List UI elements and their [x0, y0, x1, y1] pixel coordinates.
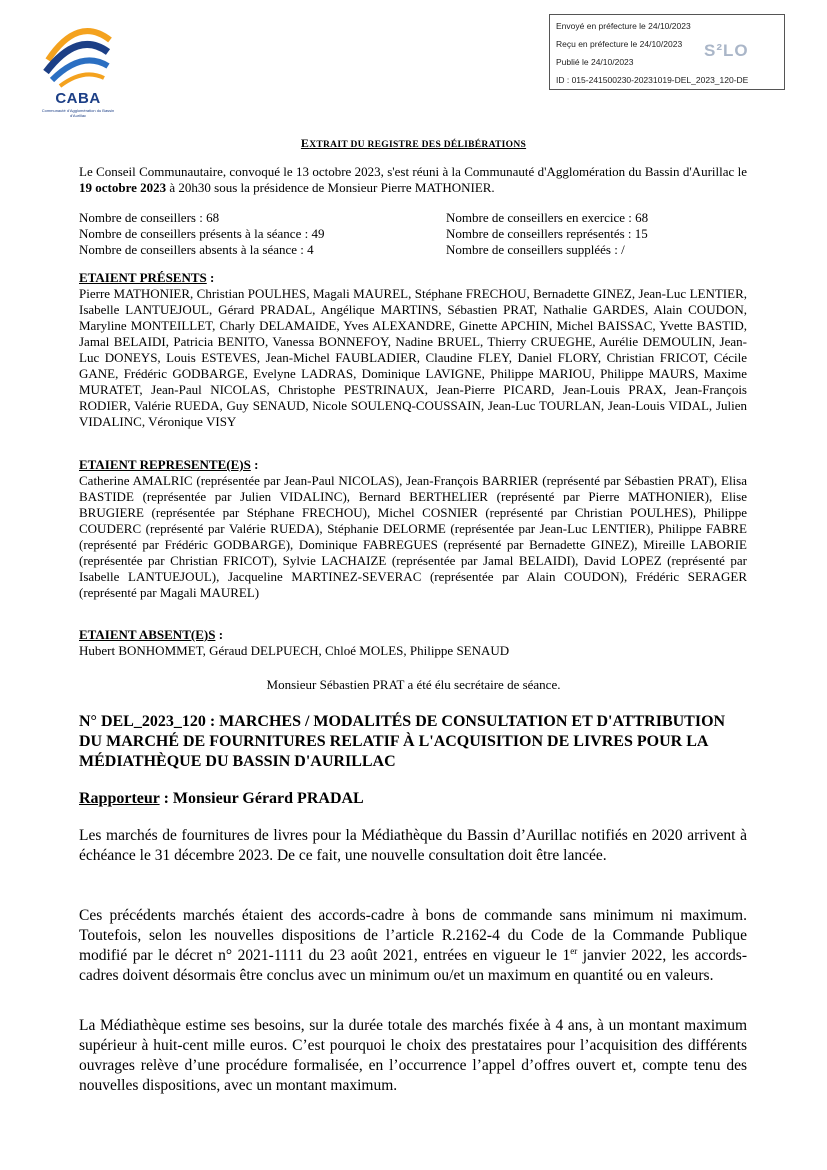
- stamp-sent: Envoyé en préfecture le 24/10/2023: [556, 21, 691, 31]
- caba-logo: [38, 20, 118, 130]
- stamp-published: Publié le 24/10/2023: [556, 57, 634, 67]
- body-paragraph-3: La Médiathèque estime ses besoins, sur la durée totale des marchés fixée à 4 ans, à un montant maximum supérieur à huit-cent mille euros. C’est pourquoi le choix des prestataires pour l’acquisition des différents ouvrages relève d’une procédure formalisée, en l’occurrence l’appel d’offres ouvert et, compte tenu des nouvelles dispositions, avec un montant maximum.: [79, 1017, 747, 1094]
- count-total: Nombre de conseillers : 68: [79, 210, 220, 225]
- absent-heading: [79, 627, 747, 643]
- count-present: Nombre de conseillers présents à la séance : 49: [79, 226, 325, 241]
- present-list: Pierre MATHONIER, Christian POULHES, Magali MAUREL, Stéphane FRECHOU, Bernadette GINEZ, Jean-Luc LENTIER, Isabelle LANTUEJOUL, Gérard PRADAL, Angélique MARTINS, Sébastien PRAT, Nathalie GARDES, Alain COUDON, Maryline MONTEILLET, Charly DELAMAIDE, Yves ALEXANDRE, Ginette APCHIN, Michel BAISSAC, Yvette BASTID, Jamal BELAIDI, Patricia BENITO, Vanessa BONNEFOY, Nadine BRUEL, Thierry CRUEGHE, Aurélie DEMOULIN, Jean-Luc DONEYS, Louis ESTEVES, Jean-Michel FAUBLADIER, Claudine FLEY, Daniel FLORY, Christian FRICOT, Cécile GANE, Frédéric GODBARGE, Evelyne LADRAS, Dominique LAVIGNE, Philippe MARIOU, Philippe MAURS, Maxime MURATET, Jean-Paul NICOLAS, Christophe PESTRINAUX, Jean-Pierre PICARD, Jean-Louis PRAX, Jean-François RODIER, Valérie RUEDA, Guy SENAUD, Nicole SOULENQ-COUSSAIN, Jean-Luc TOURLAN, Jean-Louis VIDAL, Julien VIDALINC, Véronique VISY: [79, 286, 747, 429]
- body-paragraph-2-part-a: Ces précédents marchés étaient des accords-cadre à bons de commande sans minimum ni maximum. Toutefois, selon les nouvelles dispositions de l’article R.2162-4 du Code de la Commande Publique modifié par le décret n° 2021-1111 du 23 août 2021, entrées en vigueur le 1: [79, 907, 747, 964]
- represented-heading-colon: :: [250, 457, 259, 472]
- counts-left-column: [79, 210, 324, 258]
- absent-list: Hubert BONHOMMET, Géraud DELPUECH, Chloé MOLES, Philippe SENAUD: [79, 643, 510, 658]
- caba-logo-emblem-icon: [38, 20, 118, 92]
- rapporteur-label: Rapporteur: [79, 790, 160, 807]
- represented-list: Catherine AMALRIC (représentée par Jean-Paul NICOLAS), Jean-François BARRIER (représenté par Sébastien PRAT), Elisa BASTIDE (représentée par Julien VIDALINC), Bernard BERTHELIER (représenté par Pierre MATHONIER), Elise BRUGIERE (représentée par Stéphane FRECHOU), Michel COSNIER (représenté par Christian POULHES), Philippe COUDERC (représenté par Valérie RUEDA), Stéphanie DELORME (représentée par Jean-Luc LENTIER), Philippe FABRE (représenté par Frédéric GODBARGE), Dominique FABREGUES (représenté par Bernadette GINEZ), Mireille LABORIE (représentée par Christian FRICOT), Sylvie LACHAIZE (représentée par Jamal BELAIDI), David LOPEZ (représenté par Isabelle LANTUEJOUL), Jacqueline MARTINEZ-SEVERAC (représentée par Alain COUDON), Frédéric SERAGER (représenté par Magali MAUREL): [79, 473, 747, 600]
- absent-section: [79, 627, 747, 659]
- present-section: [79, 270, 747, 430]
- body-paragraph-2: [79, 906, 747, 986]
- logo-subtitle: Communauté d'Agglomération du Bassin d'Aurillac: [41, 108, 115, 118]
- prefecture-stamp: [549, 14, 785, 90]
- extract-heading: [0, 136, 827, 151]
- stamp-received: Reçu en préfecture le 24/10/2023: [556, 39, 683, 49]
- present-heading: [79, 270, 747, 286]
- rapporteur-name: : Monsieur Gérard PRADAL: [159, 790, 364, 807]
- count-represented: Nombre de conseillers représentés : 15: [446, 226, 648, 241]
- intro-text-2: à 20h30 sous la présidence de Monsieur Pierre MATHONIER.: [166, 180, 495, 195]
- logo-name: CABA: [55, 90, 101, 107]
- represented-section: [79, 457, 747, 601]
- count-in-office: Nombre de conseillers en exercice : 68: [446, 210, 649, 225]
- count-absent: Nombre de conseillers absents à la séance : 4: [79, 242, 314, 257]
- extract-heading-rest: XTRAIT DU REGISTRE DES DÉLIBÉRATIONS: [309, 140, 527, 150]
- present-heading-label: ETAIENT PRÉSENTS: [79, 270, 207, 285]
- session-secretary: Monsieur Sébastien PRAT a été élu secrétaire de séance.: [266, 677, 561, 692]
- body-paragraph-1: Les marchés de fournitures de livres pour la Médiathèque du Bassin d’Aurillac notifiés en 2020 arrivent à échéance le 31 décembre 2023. De ce fait, une nouvelle consultation doit être lancée.: [79, 827, 747, 864]
- extract-heading-initial: E: [300, 136, 310, 150]
- session-date: 19 octobre 2023: [79, 180, 167, 195]
- absent-heading-colon: :: [215, 627, 224, 642]
- count-substituted: Nombre de conseillers suppléés : /: [446, 242, 625, 257]
- s2lo-mark: S²LO: [704, 41, 749, 60]
- session-intro: [79, 164, 747, 196]
- ordinal-superscript: er: [570, 945, 578, 956]
- intro-text-1: Le Conseil Communautaire, convoqué le 13 octobre 2023, s'est réuni à la Communauté d'Agglomération du Bassin d'Aurillac le: [79, 164, 747, 179]
- stamp-id: ID : 015-241500230-20231019-DEL_2023_120-DE: [556, 75, 749, 85]
- deliberation-title: N° DEL_2023_120 : MARCHES / MODALITÉS DE CONSULTATION ET D'ATTRIBUTION DU MARCHÉ DE FOURNITURES RELATIF À L'ACQUISITION DE LIVRES POUR LA MÉDIATHÈQUE DU BASSIN D'AURILLAC: [79, 713, 726, 770]
- represented-heading: [79, 457, 747, 473]
- represented-heading-label: ETAIENT REPRESENTE(E)S: [79, 457, 251, 472]
- present-heading-colon: :: [206, 270, 215, 285]
- rapporteur: [79, 790, 364, 808]
- absent-heading-label: ETAIENT ABSENT(E)S: [79, 627, 216, 642]
- counts-right-column: [446, 210, 648, 258]
- body-paragraph-2-part-b: janvier 2022, les accords-cadres doivent désormais être conclus avec un minimum ou/et un maximum en quantité ou en valeurs.: [79, 947, 747, 984]
